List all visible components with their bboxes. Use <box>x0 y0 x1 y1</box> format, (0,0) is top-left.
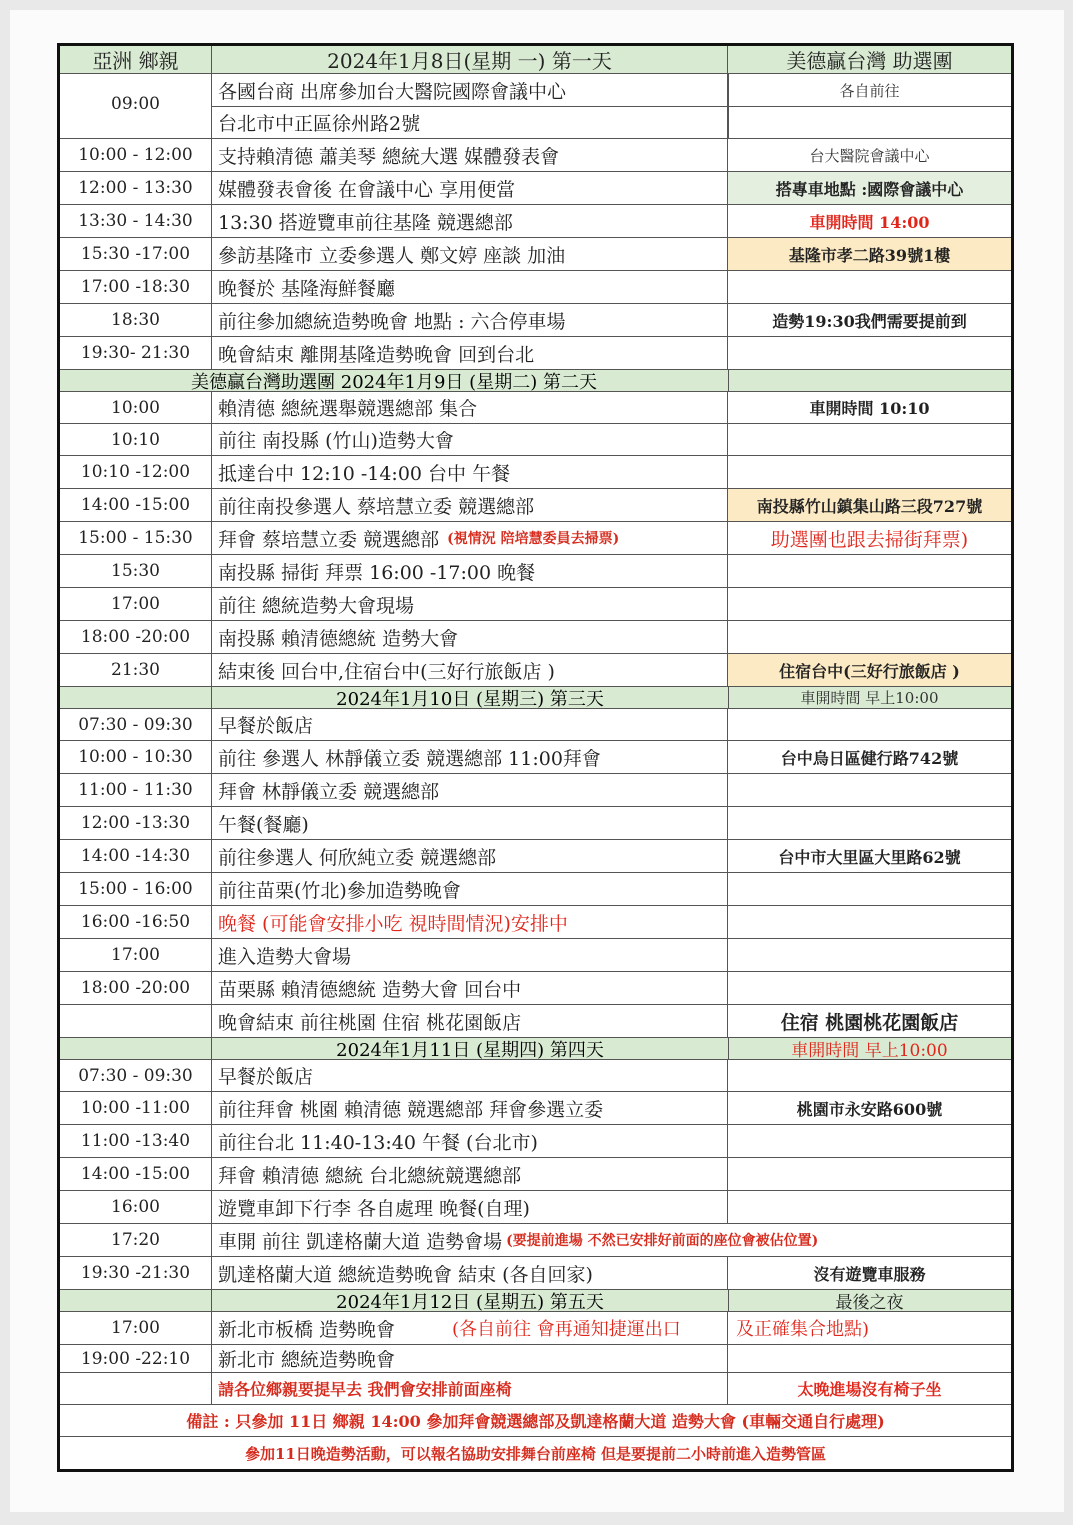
day3-bus-time: 車開時間 早上10:00 <box>800 689 939 707</box>
activity-cell: 早餐於飯店 <box>212 709 728 740</box>
time-cell: 11:00 -13:40 <box>60 1125 212 1157</box>
time-cell: 10:00 - 12:00 <box>60 139 212 171</box>
activity-cell: 午餐(餐廳) <box>212 807 728 839</box>
activity-text: 車開 前往 凱達格蘭大道 造勢會場 <box>218 1230 503 1253</box>
time-cell: 07:30 - 09:30 <box>60 709 212 740</box>
table-row <box>60 1191 1011 1224</box>
activity-cell: 13:30 搭遊覽車前往基隆 競選總部 <box>212 205 728 237</box>
activity-cell: 苗栗縣 賴清德總統 造勢大會 回台中 <box>212 972 728 1004</box>
time-cell: 12:00 - 13:30 <box>60 172 212 204</box>
activity-cell: 結束後 回台中,住宿台中(三好行旅飯店 ) <box>212 654 728 686</box>
activity-cell: 前往拜會 桃園 賴清德 競選總部 拜會參選立委 <box>212 1092 728 1124</box>
time-cell: 10:10 -12:00 <box>60 456 212 488</box>
table-row <box>60 1224 1011 1257</box>
table-row <box>60 424 1011 456</box>
activity-cell: 進入造勢大會場 <box>212 939 728 971</box>
activity-text: 新北市板橋 造勢晚會 <box>218 1318 396 1341</box>
table-row <box>60 392 1011 424</box>
activity-remark: (要提前進場 不然已安排好前面的座位會被佔位置) <box>506 1233 819 1249</box>
time-cell: 07:30 - 09:30 <box>60 1060 212 1091</box>
activity-cell: 前往苗栗(竹北)參加造勢晚會 <box>212 873 728 905</box>
table-row <box>60 489 1011 522</box>
note-cell: 基隆市孝二路39號1樓 <box>728 238 1011 270</box>
table-row <box>60 1312 1011 1345</box>
note-cell: 及正確集合地點) <box>736 1319 870 1340</box>
activity-cell: 前往 總統造勢大會現場 <box>212 588 728 620</box>
table-row <box>60 588 1011 621</box>
time-cell: 17:00 -18:30 <box>60 271 212 303</box>
activity-cell: 南投縣 賴清德總統 造勢大會 <box>212 621 728 653</box>
time-cell: 10:00 -11:00 <box>60 1092 212 1124</box>
table-row <box>60 271 1011 304</box>
activity-cell: 凱達格蘭大道 總統造勢晚會 結束 (各自回家) <box>212 1257 728 1289</box>
time-cell: 16:00 -16:50 <box>60 906 212 938</box>
day5-title: 2024年1月12日 (星期五) 第五天 <box>212 1290 729 1311</box>
table-row <box>60 1005 1011 1038</box>
table-row <box>60 555 1011 588</box>
activity-cell: 前往南投參選人 蔡培慧立委 競選總部 <box>212 489 728 521</box>
table-row <box>60 939 1011 972</box>
day4-header <box>60 1038 1011 1060</box>
note-cell: 住宿 桃園桃花園飯店 <box>780 1011 959 1034</box>
time-cell: 18:00 -20:00 <box>60 972 212 1004</box>
activity-cell: 台北市中正區徐州路2號 <box>212 107 728 138</box>
activity-cell: 請各位鄉親要提早去 我們會安排前面座椅 <box>212 1373 728 1404</box>
activity-cell: 參訪基隆市 立委參選人 鄭文婷 座談 加油 <box>212 238 728 270</box>
time-cell: 12:00 -13:30 <box>60 807 212 839</box>
activity-cell: 晚餐於 基隆海鮮餐廳 <box>212 271 728 303</box>
activity-cell: 前往參加總統造勢晚會 地點 : 六合停車場 <box>212 304 728 336</box>
remark-text: 參加11日晚造勢活動，可以報名協助安排舞台前座椅 但是要提前二小時前進入造勢管區 <box>244 1444 827 1463</box>
day1-title: 2024年1月8日(星期 一) 第一天 <box>212 46 728 73</box>
table-header <box>60 46 1011 74</box>
day3-header <box>60 687 1011 709</box>
table-row <box>60 522 1011 555</box>
time-cell: 13:30 - 14:30 <box>60 205 212 237</box>
table-row <box>60 1345 1011 1373</box>
team-label: 美德贏台灣 助選團 <box>786 49 953 73</box>
activity-cell: 前往 南投縣 (竹山)造勢大會 <box>212 424 728 455</box>
day2-title: 美德贏台灣助選團 2024年1月9日 (星期二) 第二天 <box>60 370 729 391</box>
time-cell: 19:30- 21:30 <box>60 337 212 369</box>
note-cell: 車開時間 14:00 <box>809 212 930 232</box>
note-cell: 桃園市永安路600號 <box>796 1099 943 1119</box>
table-row <box>60 774 1011 807</box>
note-cell: 台中市大里區大里路62號 <box>778 847 961 867</box>
table-row <box>60 807 1011 840</box>
time-cell: 21:30 <box>60 654 212 686</box>
time-cell: 18:00 -20:00 <box>60 621 212 653</box>
note-cell: 車開時間 10:10 <box>809 399 930 418</box>
time-cell: 15:00 - 16:00 <box>60 873 212 905</box>
day3-title: 2024年1月10日 (星期三) 第三天 <box>212 687 729 708</box>
table-row <box>212 74 1011 107</box>
table-row <box>60 972 1011 1005</box>
table-row <box>60 205 1011 238</box>
table-row <box>60 337 1011 370</box>
activity-cell: 晚餐 (可能會安排小吃 視時間情況)安排中 <box>212 906 728 938</box>
table-row <box>60 304 1011 337</box>
activity-cell: 新北市 總統造勢晚會 <box>212 1345 728 1372</box>
activity-cell: 南投縣 掃街 拜票 16:00 -17:00 晚餐 <box>212 555 728 587</box>
table-row <box>60 741 1011 774</box>
note-cell: 太晚進場沒有椅子坐 <box>797 1380 942 1399</box>
activity-cell: 媒體發表會後 在會議中心 享用便當 <box>212 172 728 204</box>
time-cell: 18:30 <box>60 304 212 336</box>
table-row <box>60 1373 1011 1405</box>
note-cell: 台中烏日區健行路742號 <box>780 748 959 768</box>
table-row <box>60 906 1011 939</box>
activity-cell: 前往台北 11:40-13:40 午餐 (台北市) <box>212 1125 728 1157</box>
table-row <box>60 621 1011 654</box>
table-row <box>60 873 1011 906</box>
time-cell: 11:00 - 11:30 <box>60 774 212 806</box>
activity-cell: 遊覽車卸下行李 各自處理 晚餐(自理) <box>212 1191 728 1223</box>
remark-text: 備註 : 只參加 11日 鄉親 14:00 參加拜會競選總部及凱達格蘭大道 造勢大會 (車輛交通自行處理) <box>186 1412 885 1431</box>
activity-remark: (視情況 陪培慧委員去掃票) <box>447 531 620 547</box>
day5-note: 最後之夜 <box>835 1293 904 1311</box>
time-cell: 10:00 <box>60 392 212 423</box>
activity-remark: (各自前往 會再通知捷運出口 <box>452 1319 681 1340</box>
day4-title: 2024年1月11日 (星期四) 第四天 <box>212 1038 729 1059</box>
day4-bus-time: 車開時間 早上10:00 <box>791 1041 948 1059</box>
day2-header <box>60 370 1011 392</box>
table-row <box>60 1257 1011 1290</box>
table-row <box>60 1158 1011 1191</box>
activity-cell: 前往 參選人 林靜儀立委 競選總部 11:00拜會 <box>212 741 728 773</box>
time-cell: 15:30 <box>60 555 212 587</box>
activity-cell: 支持賴清德 蕭美琴 總統大選 媒體發表會 <box>212 139 728 171</box>
time-cell: 14:00 -15:00 <box>60 489 212 521</box>
activity-cell: 抵達台中 12:10 -14:00 台中 午餐 <box>212 456 728 488</box>
time-cell: 17:00 <box>60 588 212 620</box>
time-cell: 16:00 <box>60 1191 212 1223</box>
activity-cell: 各國台商 出席參加台大醫院國際會議中心 <box>212 74 728 106</box>
note-cell: 南投縣竹山鎮集山路三段727號 <box>728 489 1011 521</box>
time-cell: 14:00 -14:30 <box>60 840 212 872</box>
table-row <box>60 654 1011 687</box>
table-row <box>60 1092 1011 1125</box>
table-row <box>60 238 1011 271</box>
activity-cell: 早餐於飯店 <box>212 1060 728 1091</box>
remark-row <box>60 1437 1011 1469</box>
note-cell: 住宿台中(三好行旅飯店 ) <box>728 654 1011 686</box>
activity-cell: 賴清德 總統選舉競選總部 集合 <box>212 392 728 423</box>
table-row <box>60 139 1011 172</box>
time-cell: 09:00 <box>60 74 212 138</box>
note-cell: 助選團也跟去掃街拜票) <box>770 528 969 551</box>
table-row <box>212 107 1011 139</box>
time-cell: 17:20 <box>60 1224 212 1256</box>
activity-cell: 拜會 林靜儀立委 競選總部 <box>212 774 728 806</box>
note-cell: 搭專車地點 :國際會議中心 <box>728 172 1011 204</box>
table-row <box>60 840 1011 873</box>
time-cell: 19:30 -21:30 <box>60 1257 212 1289</box>
time-cell: 17:00 <box>60 939 212 971</box>
activity-cell: 拜會 賴清德 總統 台北總統競選總部 <box>212 1158 728 1190</box>
time-cell: 10:10 <box>60 424 212 455</box>
table-row <box>60 1125 1011 1158</box>
note-cell: 沒有遊覽車服務 <box>813 1264 926 1284</box>
table-row <box>60 709 1011 741</box>
activity-text: 拜會 蔡培慧立委 競選總部 <box>218 528 440 551</box>
activity-cell: 晚會結束 離開基隆造勢晚會 回到台北 <box>212 337 728 369</box>
table-row <box>60 172 1011 205</box>
schedule-table <box>57 43 1014 1472</box>
note-cell: 台大醫院會議中心 <box>809 146 930 165</box>
time-cell: 17:00 <box>60 1312 212 1344</box>
time-cell: 19:00 -22:10 <box>60 1345 212 1372</box>
note-cell: 各自前往 <box>839 81 900 100</box>
table-row <box>60 1060 1011 1092</box>
note-cell: 造勢19:30我們需要提前到 <box>772 311 967 331</box>
group-label: 亞洲 鄉親 <box>60 46 212 73</box>
remark-row <box>60 1405 1011 1437</box>
time-cell: 10:00 - 10:30 <box>60 741 212 773</box>
activity-cell: 晚會結束 前往桃園 住宿 桃花園飯店 <box>212 1005 728 1037</box>
day5-header <box>60 1290 1011 1312</box>
activity-cell: 前往參選人 何欣純立委 競選總部 <box>212 840 728 872</box>
time-cell: 14:00 -15:00 <box>60 1158 212 1190</box>
time-cell: 15:00 - 15:30 <box>60 522 212 554</box>
time-cell: 15:30 -17:00 <box>60 238 212 270</box>
table-row <box>60 456 1011 489</box>
